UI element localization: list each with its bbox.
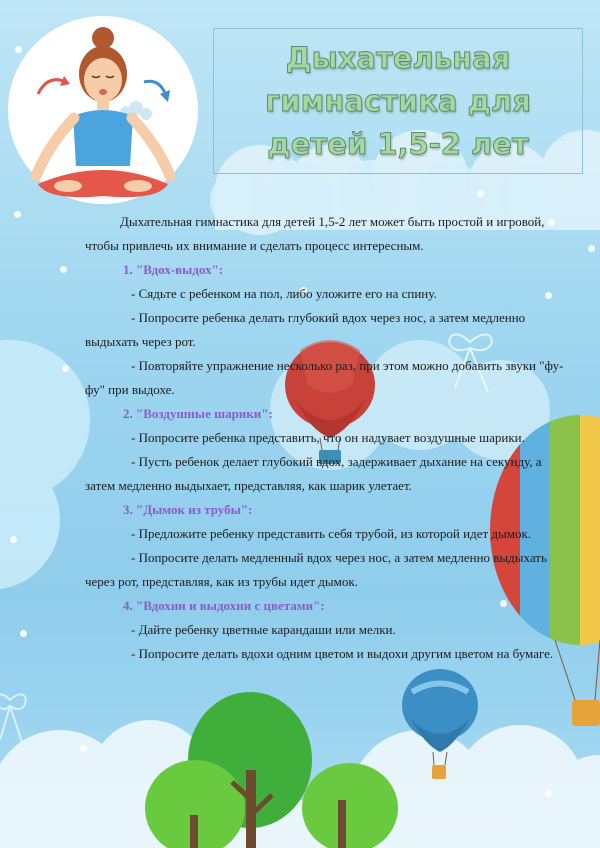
page-title xyxy=(214,37,582,166)
snow-dot xyxy=(10,536,17,543)
snow-dot xyxy=(20,630,27,637)
section-heading: 1. "Вдох-выдох": xyxy=(123,262,224,277)
ribbon-icon xyxy=(0,694,26,742)
snow-dot xyxy=(60,266,67,273)
snow-dot xyxy=(477,190,484,197)
snow-dot xyxy=(80,745,87,752)
title-box xyxy=(213,28,583,174)
snow-dot xyxy=(62,365,69,372)
list-item: - Попросите ребенка делать глубокий вдох через нос, а затем медленно выдыхать через рот. xyxy=(85,310,526,349)
title-line: Дыхательная xyxy=(285,40,511,75)
snow-dot xyxy=(588,245,595,252)
cloud-icon xyxy=(0,340,90,590)
intro-paragraph: Дыхательная гимнастика для детей 1,5-2 лет может быть простой и игровой, чтобы привлечь их внимание и сделать процесс интересным. xyxy=(85,214,545,253)
snow-dot xyxy=(545,790,552,797)
section-heading: 3. "Дымок из трубы": xyxy=(123,502,253,517)
section-heading: 2. "Воздушные шарики": xyxy=(123,406,273,421)
list-item: - Сядьте с ребенком на пол, либо уложите его на спину. xyxy=(131,286,437,301)
list-item: - Предложите ребенку представить себя трубой, из которой идет дымок. xyxy=(131,526,532,541)
list-item: - Попросите ребенка представить, что он надувает воздушные шарики. xyxy=(131,430,525,445)
list-item: - Пусть ребенок делает глубокий вдох, задерживает дыхание на секунду, а затем медленно выдыхает, представляя, как шарик улетает. xyxy=(85,454,542,493)
list-item: - Повторяйте упражнение несколько раз, при этом можно добавить звуки "фу-фу" при выдохе. xyxy=(85,358,564,397)
title-line: детей 1,5-2 лет xyxy=(267,126,529,161)
article-body xyxy=(85,210,565,666)
title-line: гимнастика для xyxy=(265,83,531,118)
meditating-woman-icon xyxy=(8,16,198,204)
hero-illustration xyxy=(8,16,198,204)
list-item: - Попросите делать вдохи одним цветом и выдохи другим цветом на бумаге. xyxy=(131,646,554,661)
section-heading: 4. "Вдохни и выдохни с цветами": xyxy=(123,598,325,613)
list-item: - Попросите делать медленный вдох через нос, а затем медленно выдыхать через рот, представляя, как из трубы идет дымок. xyxy=(85,550,547,589)
list-item: - Дайте ребенку цветные карандаши или мелки. xyxy=(131,622,396,637)
snow-dot xyxy=(14,211,21,218)
